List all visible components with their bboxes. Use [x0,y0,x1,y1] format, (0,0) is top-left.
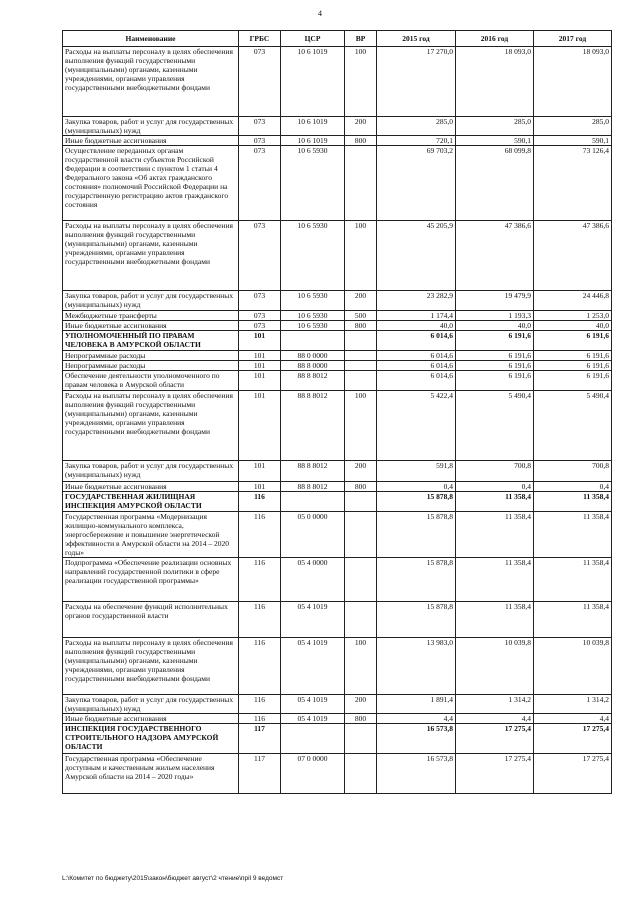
header-2015: 2015 год [377,31,456,47]
row-vr: 200 [345,461,377,482]
row-csr: 05 4 0000 [281,558,345,602]
row-value-2015: 6 014,6 [377,351,456,361]
row-grbs: 073 [239,146,281,221]
table-row [63,136,612,146]
row-name: Закупка товаров, работ и услуг для государственных (муниципальных) нужд [63,461,239,482]
row-value-2017: 11 358,4 [534,492,612,512]
row-value-2015: 1 174,4 [377,311,456,321]
row-vr: 500 [345,311,377,321]
row-grbs: 101 [239,482,281,492]
row-name: Закупка товаров, работ и услуг для государственных (муниципальных) нужд [63,695,239,714]
row-vr: 800 [345,321,377,331]
row-name: Расходы на обеспечение функций исполнительных органов государственной власти [63,602,239,638]
row-grbs: 073 [239,291,281,311]
header-name: Наименование [63,31,239,47]
row-name: Непрограммные расходы [63,351,239,361]
row-value-2017: 11 358,4 [534,602,612,638]
table-row [63,724,612,754]
row-value-2017: 6 191,6 [534,361,612,371]
row-name: Закупка товаров, работ и услуг для государственных (муниципальных) нужд [63,291,239,311]
row-value-2016: 68 099,8 [456,146,534,221]
row-value-2017: 6 191,6 [534,351,612,361]
row-grbs: 073 [239,311,281,321]
row-grbs: 117 [239,724,281,754]
row-value-2015: 15 878,8 [377,492,456,512]
row-value-2015: 17 270,0 [377,47,456,117]
row-grbs: 116 [239,512,281,558]
row-csr: 05 0 0000 [281,512,345,558]
row-value-2015: 720,1 [377,136,456,146]
row-value-2017: 11 358,4 [534,558,612,602]
header-vr: ВР [345,31,377,47]
table-row [63,714,612,724]
row-grbs: 116 [239,638,281,695]
row-value-2016: 1 193,3 [456,311,534,321]
row-value-2015: 16 573,8 [377,724,456,754]
table-row [63,221,612,291]
row-vr: 800 [345,482,377,492]
row-grbs: 101 [239,461,281,482]
row-csr: 10 6 1019 [281,117,345,136]
row-value-2017: 47 386,6 [534,221,612,291]
row-value-2017: 11 358,4 [534,512,612,558]
row-csr: 88 0 0000 [281,351,345,361]
table-header-row [63,31,612,47]
table-row [63,512,612,558]
row-value-2017: 40,0 [534,321,612,331]
row-name: Государственная программа «Модернизация жилищно-коммунального комплекса, энергосбережение и повышение энергетической эффективности в Амурской области на 2014 – 2020 годы» [63,512,239,558]
row-csr: 88 8 0000 [281,361,345,371]
row-csr: 05 4 1019 [281,714,345,724]
row-csr: 07 0 0000 [281,754,345,794]
row-grbs: 116 [239,695,281,714]
row-vr: 100 [345,221,377,291]
row-name: Иные бюджетные ассигнования [63,136,239,146]
row-value-2017: 24 446,8 [534,291,612,311]
row-value-2016: 6 191,6 [456,371,534,391]
row-name: Расходы на выплаты персоналу в целях обеспечения выполнения функций государственными (муниципальными) органами, казенными учреждениями, органами управления государственными внебюджетными фондами [63,47,239,117]
row-csr: 88 8 8012 [281,461,345,482]
row-csr: 10 6 5930 [281,221,345,291]
row-name: Иные бюджетные ассигнования [63,482,239,492]
table-row [63,361,612,371]
row-name: Межбюджетные трансферты [63,311,239,321]
row-value-2016: 40,0 [456,321,534,331]
row-csr: 05 4 1019 [281,695,345,714]
row-vr [345,371,377,391]
table-row [63,695,612,714]
row-csr [281,724,345,754]
row-value-2016: 17 275,4 [456,754,534,794]
row-vr: 800 [345,136,377,146]
row-value-2016: 47 386,6 [456,221,534,291]
row-grbs: 073 [239,136,281,146]
row-value-2015: 15 878,8 [377,602,456,638]
row-value-2016: 18 093,0 [456,47,534,117]
row-vr [345,331,377,351]
row-value-2016: 6 191,6 [456,351,534,361]
row-csr: 10 6 5930 [281,291,345,311]
row-value-2017: 590,1 [534,136,612,146]
row-vr [345,492,377,512]
row-grbs: 101 [239,331,281,351]
row-vr: 200 [345,291,377,311]
table-row [63,482,612,492]
row-value-2016: 590,1 [456,136,534,146]
row-value-2017: 17 275,4 [534,724,612,754]
table-row [63,351,612,361]
row-grbs: 117 [239,754,281,794]
row-name: Подпрограмма «Обеспечение реализации основных направлений государственной политики в сфере реализации государственной программы» [63,558,239,602]
row-value-2015: 23 282,9 [377,291,456,311]
row-value-2016: 11 358,4 [456,602,534,638]
row-name: Расходы на выплаты персоналу в целях обеспечения выполнения функций государственными (муниципальными) органами, казенными учреждениями, органами управления государственными внебюджетными фондами [63,391,239,461]
row-value-2017: 17 275,4 [534,754,612,794]
table-row [63,331,612,351]
row-value-2016: 4,4 [456,714,534,724]
row-value-2017: 1 314,2 [534,695,612,714]
row-grbs: 116 [239,492,281,512]
row-grbs: 101 [239,361,281,371]
row-value-2016: 17 275,4 [456,724,534,754]
table-row [63,754,612,794]
row-value-2017: 6 191,6 [534,331,612,351]
row-csr: 10 6 5930 [281,146,345,221]
row-name: Закупка товаров, работ и услуг для государственных (муниципальных) нужд [63,117,239,136]
row-grbs: 073 [239,321,281,331]
table-row [63,638,612,695]
row-vr: 200 [345,117,377,136]
row-value-2017: 73 126,4 [534,146,612,221]
row-value-2016: 19 479,9 [456,291,534,311]
row-value-2015: 285,0 [377,117,456,136]
row-value-2015: 15 878,8 [377,512,456,558]
row-value-2016: 11 358,4 [456,512,534,558]
row-value-2016: 0,4 [456,482,534,492]
row-csr: 10 6 5930 [281,321,345,331]
table-row [63,311,612,321]
row-value-2016: 6 191,6 [456,361,534,371]
row-value-2015: 0,4 [377,482,456,492]
row-value-2015: 6 014,6 [377,361,456,371]
row-value-2016: 6 191,6 [456,331,534,351]
row-value-2016: 1 314,2 [456,695,534,714]
row-vr: 200 [345,695,377,714]
row-grbs: 073 [239,47,281,117]
row-value-2015: 13 983,0 [377,638,456,695]
row-grbs: 101 [239,351,281,361]
row-value-2017: 6 191,6 [534,371,612,391]
row-vr [345,602,377,638]
row-grbs: 116 [239,602,281,638]
row-name: Государственная программа «Обеспечение доступным и качественным жильем населения Амурской области на 2014 – 2020 годы» [63,754,239,794]
row-value-2015: 4,4 [377,714,456,724]
row-name: УПОЛНОМОЧЕННЫЙ ПО ПРАВАМ ЧЕЛОВЕКА В АМУРСКОЙ ОБЛАСТИ [63,331,239,351]
row-csr: 88 8 8012 [281,391,345,461]
row-csr: 05 4 1019 [281,638,345,695]
row-name: ИНСПЕКЦИЯ ГОСУДАРСТВЕННОГО СТРОИТЕЛЬНОГО НАДЗОРА АМУРСКОЙ ОБЛАСТИ [63,724,239,754]
row-name: Расходы на выплаты персоналу в целях обеспечения выполнения функций государственными (муниципальными) органами, казенными учреждениями, органами управления государственными внебюджетными фондами [63,638,239,695]
row-value-2016: 285,0 [456,117,534,136]
page-number: 4 [318,9,322,18]
row-name: Осуществление переданных органам государственной власти субъектов Российской Федерации в соответствии с пунктом 1 статьи 4 Федерального закона «Об актах гражданского состояния» полномочий Российской Федерации на государственную регистрацию актов гражданского состояния [63,146,239,221]
table-row [63,371,612,391]
table-row [63,321,612,331]
table-row [63,461,612,482]
row-grbs: 073 [239,221,281,291]
row-name: Иные бюджетные ассигнования [63,321,239,331]
row-grbs: 101 [239,391,281,461]
row-value-2015: 1 891,4 [377,695,456,714]
row-vr: 100 [345,638,377,695]
header-grbs: ГРБС [239,31,281,47]
row-name: Иные бюджетные ассигнования [63,714,239,724]
row-csr: 88 8 8012 [281,482,345,492]
header-2016: 2016 год [456,31,534,47]
row-grbs: 116 [239,714,281,724]
row-csr: 05 4 1019 [281,602,345,638]
row-value-2015: 40,0 [377,321,456,331]
row-vr [345,724,377,754]
row-grbs: 073 [239,117,281,136]
header-csr: ЦСР [281,31,345,47]
row-csr: 88 8 8012 [281,371,345,391]
row-grbs: 116 [239,558,281,602]
row-value-2015: 6 014,6 [377,371,456,391]
row-value-2016: 700,8 [456,461,534,482]
table-row [63,146,612,221]
file-path-footer: L:\Комитет по бюджету\2015\закон\бюджет август\2 чтение\прil 9 ведомст [62,875,284,882]
row-csr [281,331,345,351]
row-vr [345,146,377,221]
row-value-2017: 18 093,0 [534,47,612,117]
row-vr [345,351,377,361]
row-vr: 100 [345,47,377,117]
row-value-2015: 16 573,8 [377,754,456,794]
header-2017: 2017 год [534,31,612,47]
row-value-2016: 10 039,8 [456,638,534,695]
table-row [63,391,612,461]
row-vr [345,512,377,558]
row-csr: 10 6 1019 [281,47,345,117]
table-row [63,492,612,512]
row-value-2017: 4,4 [534,714,612,724]
row-name: ГОСУДАРСТВЕННАЯ ЖИЛИЩНАЯ ИНСПЕКЦИЯ АМУРСКОЙ ОБЛАСТИ [63,492,239,512]
row-value-2017: 1 253,0 [534,311,612,321]
budget-table [62,30,612,794]
row-value-2015: 45 205,9 [377,221,456,291]
table-row [63,558,612,602]
row-csr: 10 6 1019 [281,136,345,146]
row-value-2015: 15 878,8 [377,558,456,602]
row-grbs: 101 [239,371,281,391]
row-value-2017: 285,0 [534,117,612,136]
table-row [63,291,612,311]
row-vr: 800 [345,714,377,724]
row-value-2015: 69 703,2 [377,146,456,221]
row-vr: 100 [345,391,377,461]
row-name: Непрограммные расходы [63,361,239,371]
row-csr: 10 6 5930 [281,311,345,321]
row-value-2015: 591,8 [377,461,456,482]
row-value-2016: 11 358,4 [456,492,534,512]
row-value-2016: 11 358,4 [456,558,534,602]
table-row [63,602,612,638]
row-vr [345,558,377,602]
row-value-2015: 5 422,4 [377,391,456,461]
row-value-2017: 0,4 [534,482,612,492]
row-vr [345,754,377,794]
table-row [63,47,612,117]
row-csr [281,492,345,512]
row-value-2017: 10 039,8 [534,638,612,695]
row-value-2017: 5 490,4 [534,391,612,461]
row-name: Расходы на выплаты персоналу в целях обеспечения выполнения функций государственными (муниципальными) органами, казенными учреждениями, органами управления государственными внебюджетными фондами [63,221,239,291]
row-value-2015: 6 014,6 [377,331,456,351]
row-vr [345,361,377,371]
table-row [63,117,612,136]
row-value-2016: 5 490,4 [456,391,534,461]
row-value-2017: 700,8 [534,461,612,482]
row-name: Обеспечение деятельности уполномоченного по правам человека в Амурской области [63,371,239,391]
